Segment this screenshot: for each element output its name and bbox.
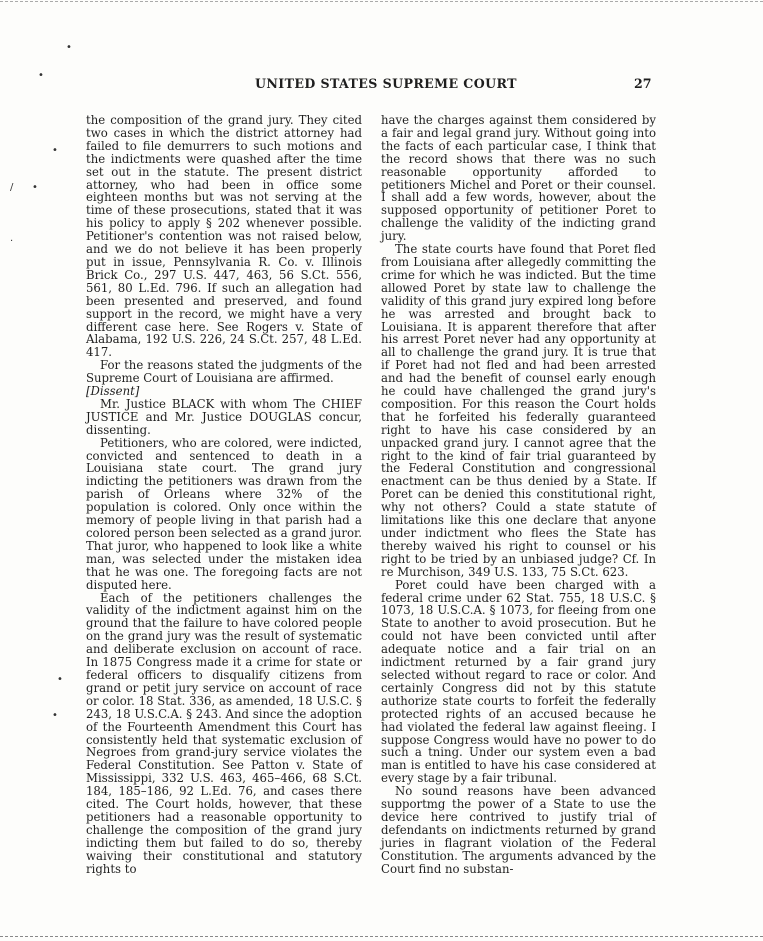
right-column xyxy=(381,114,656,875)
scan-speck: • xyxy=(52,710,58,721)
page-number: 27 xyxy=(634,76,652,91)
paragraph: Mr. Justice BLACK with whom The CHIEF JUSTICE and Mr. Justice DOUGLAS concur, dissenting. xyxy=(86,396,362,437)
scan-speck: / xyxy=(10,182,14,193)
scan-speck: • xyxy=(52,145,58,156)
paragraph: The state courts have found that Poret fled from Louisiana after allegedly committing the crime for which he was indicted. But the time allowed Poret by state law to challenge the validity of this grand jury expired long before he was arrested and brought back to Louisiana. It is apparent therefore that after his arrest Poret never had any opportunity at all to challenge the grand jury. It is true that if Poret had not fled and had been arrested and had the benefit of counsel early enough he could have challenged the grand jury's composition. For this reason the Court holds that he forfeited his federally guaranteed right to have his case considered by an unpacked grand jury. I cannot agree that the right to the kind of fair trial guaranteed by the Federal Constitution and congressional enactment can be thus denied by a State. If Poret can be denied this constitutional right, why not others? Could a state statute of limitations like this one declare that anyone under indictment who flees the State has thereby waived his right to counsel or his right to be tried by an unbiased judge? Cf. In re Murchison, 349 U.S. 133, 75 S.Ct. 623. xyxy=(381,242,656,579)
paragraph: Petitioners, who are colored, were indicted, convicted and sentenced to death in a Louisiana state court. The grand jury indicting the petitioners was drawn from the parish of Orleans where 32% of the population is colored. Only once within the memory of people living in that parish had a colored person been selected as a grand juror. That juror, who happened to look like a white man, was selected under the mistaken idea that he was one. The foregoing facts are not disputed here. xyxy=(86,435,362,592)
paragraph: the composition of the grand jury. They cited two cases in which the district attorney had failed to file demurrers to such motions and the indictments were quashed after the time set out in the statute. The present district attorney, who had been in office some eighteen months but was not serving at the time of these prosecutions, stated that it was his policy to apply § 202 whenever possible. Petitioner's contention was not raised below, and we do not believe it has been properly put in issue, Pennsylvania R. Co. v. Illinois Brick Co., 297 U.S. 447, 463, 56 S.Ct. 556, 561, 80 L.Ed. 796. If such an allegation had been presented and preserved, and found support in the record, we might have a very different case here. See Rogers v. State of Alabama, 192 U.S. 226, 24 S.Ct. 257, 48 L.Ed. 417. xyxy=(86,113,362,360)
scan-speck: • xyxy=(38,70,44,81)
scan-edge-top xyxy=(0,1,763,2)
scan-speck: • xyxy=(66,42,72,53)
scan-edge-bottom xyxy=(0,936,763,937)
scan-speck: • xyxy=(32,182,38,193)
paragraph: No sound reasons have been advanced supportmg the power of a State to use the device here contrived to justify trial of defendants on indictments returned by grand juries in flagrant violation of the Federal Constitution. The arguments advanced by the Court find no substan- xyxy=(381,784,656,876)
paragraph: Each of the petitioners challenges the validity of the indictment against him on the ground that the failure to have colored people on the grand jury was the result of systematic and deliberate exclusion on account of race. In 1875 Congress made it a crime for state or federal officers to disqualify citizens from grand or petit jury service on account of race or color. 18 Stat. 336, as amended, 18 U.S.C. § 243, 18 U.S.C.A. § 243. And since the adoption of the Fourteenth Amendment this Court has consistently held that systematic exclusion of Negroes from grand-jury service violates the Federal Constitution. See Patton v. State of Mississippi, 332 U.S. 463, 465–466, 68 S.Ct. 184, 185–186, 92 L.Ed. 76, and cases there cited. The Court holds, however, that these petitioners had a reasonable opportunity to challenge the composition of the grand jury indicting them but failed to do so, thereby waiving their constitutional and statutory rights to xyxy=(86,590,362,876)
dissent-heading: [Dissent] xyxy=(86,384,140,399)
scan-speck: · xyxy=(10,236,14,247)
paragraph: For the reasons stated the judgments of the Supreme Court of Louisiana are affirmed. xyxy=(86,358,362,386)
running-head: UNITED STATES SUPREME COURT xyxy=(255,76,517,91)
scan-speck: • xyxy=(57,674,63,685)
left-column xyxy=(86,114,362,875)
paragraph: Poret could have been charged with a federal crime under 62 Stat. 755, 18 U.S.C. § 1073, 18 U.S.C.A. § 1073, for fleeing from one State to another to avoid prosecution. But he could not have been convicted until after adequate notice and a fair trial on an indictment returned by a fair grand jury selected without regard to race or color. And certainly Congress did not by this statute authorize state courts to forfeit the federally protected rights of an accused because he had violated the federal law against fleeing. I suppose Congress would have no power to do such a tning. Under our system even a bad man is entitled to have his case considered at every stage by a fair tribunal. xyxy=(381,577,656,786)
paragraph: have the charges against them considered by a fair and legal grand jury. Without going into the facts of each particular case, I think that the record shows that there was no such reasonable opportunity afforded to petitioners Michel and Poret or their counsel. I shall add a few words, however, about the supposed opportunity of petitioner Poret to challenge the validity of the indicting grand jury. xyxy=(381,113,656,244)
